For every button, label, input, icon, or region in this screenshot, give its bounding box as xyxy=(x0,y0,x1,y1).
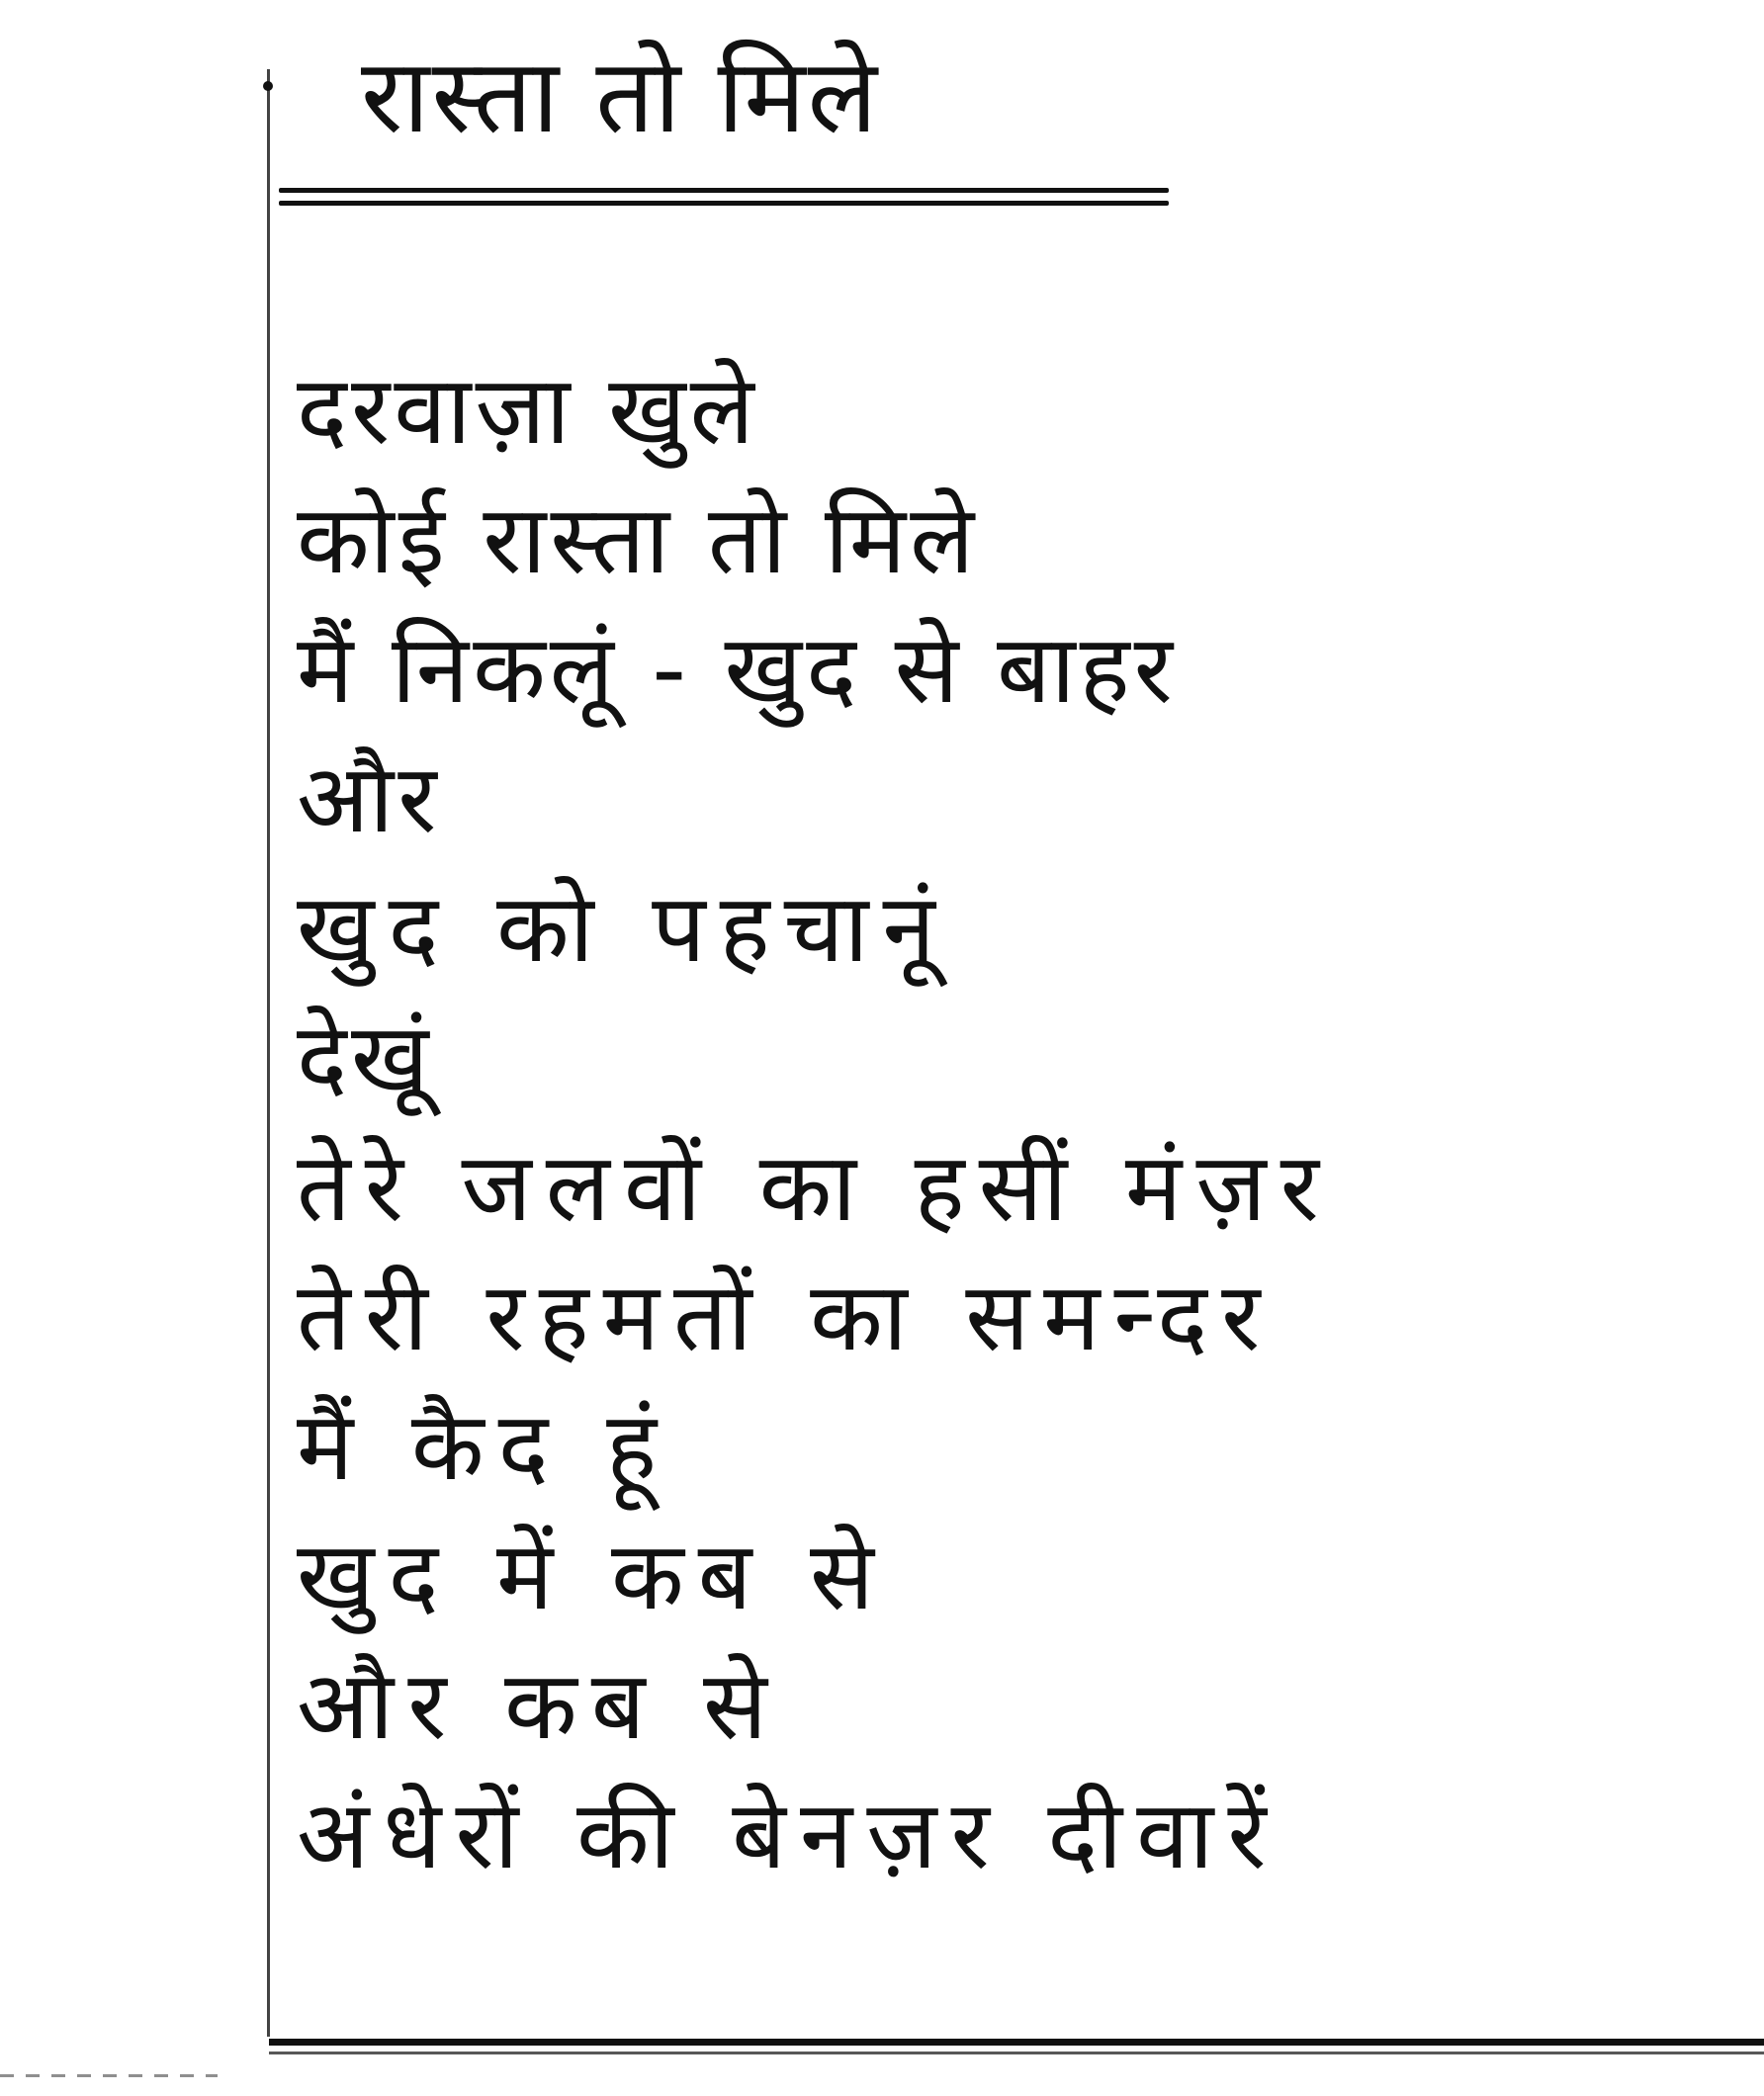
poem-line: मैं कैद हूं xyxy=(297,1391,671,1502)
poem-line: अंधेरों की बेनज़र दीवारें xyxy=(297,1780,1280,1890)
poem-line: तेरी रहमतों का समन्दर xyxy=(297,1262,1275,1372)
title-underline-top xyxy=(279,188,1169,193)
poem-line: दरवाज़ा खुले xyxy=(297,355,758,466)
poem-line: कोई रास्ता तो मिले xyxy=(297,484,979,595)
bottom-rule-thin xyxy=(269,2052,1764,2054)
title-underline-bottom xyxy=(279,201,1169,206)
poem-line: तेरे जलवों का हसीं मंज़र xyxy=(297,1132,1333,1243)
poem-line: देखूं xyxy=(297,1003,433,1113)
poem-line: खुद में कब से xyxy=(297,1521,888,1631)
poem-line: मैं निकलूं - खुद से बाहर xyxy=(297,614,1177,725)
poem-body xyxy=(297,346,1681,1900)
title-double-underline xyxy=(279,188,1169,210)
left-margin-line xyxy=(267,69,270,2037)
poem-line: खुद को पहचानूं xyxy=(297,873,949,984)
margin-dot xyxy=(263,81,273,91)
poem-line: और कब से xyxy=(297,1650,781,1761)
bottom-rule xyxy=(269,2039,1764,2046)
poem-line: और xyxy=(297,743,441,854)
scan-artifact-dashes xyxy=(0,2074,218,2077)
poem-title: रास्ता तो मिले xyxy=(361,36,880,156)
